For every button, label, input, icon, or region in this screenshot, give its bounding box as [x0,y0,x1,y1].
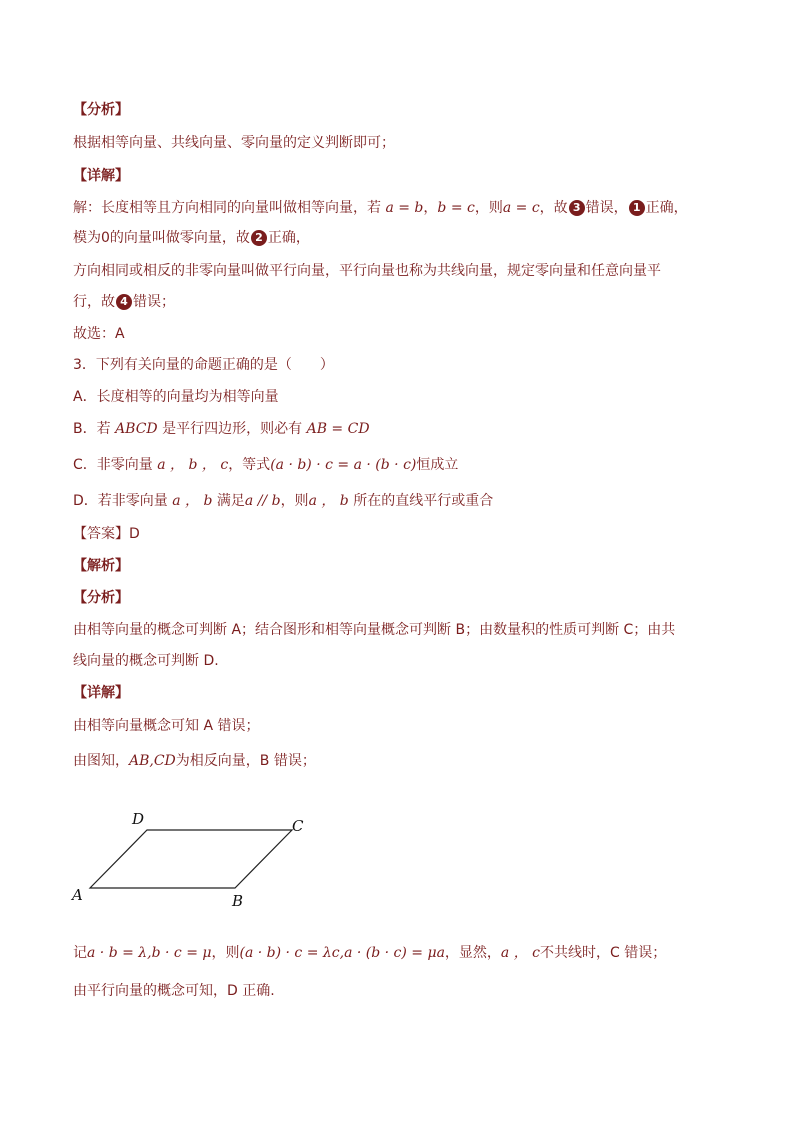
text: ，显然， [444,945,501,961]
text: C．非零向量 [73,457,158,473]
math-expr: b = c [437,200,475,216]
text: 解：长度相等且方向相同的向量叫做相等向量，若 [73,200,386,216]
math-expr: a ， b [172,493,213,509]
text: 的向量叫做零向量，故 [109,230,250,246]
detail-heading: 【详解】 [73,168,129,184]
math-expr: (a · b) · c = a · (b · c) [270,457,417,473]
circled-number: 3 [569,200,585,216]
math-expr: (a · b) · c = λc,a · (b · c) = μa [239,945,445,961]
text: 行，故 [73,294,115,310]
analysis-heading-2: 【分析】 [73,590,129,606]
math-expr: a = c [502,200,540,216]
option-d [73,491,493,511]
analysis-heading: 【分析】 [73,102,129,118]
text: 错误； [133,294,175,310]
detail-line-2 [73,228,310,248]
text: 由图知， [73,753,129,769]
math-expr: a · b = λ,b · c = μ [87,945,212,961]
analysis-line-1: 由相等向量的概念可判断 A；结合图形和相等向量概念可判断 B；由数量积的性质可判断 C；由共 [73,622,676,638]
circled-number: 2 [251,230,267,246]
detail-line-4 [73,292,175,312]
vertex-label-c: C [292,817,304,835]
text: 恒成立 [416,457,459,473]
math-expr: a ， b ， c [157,457,229,473]
text: B．若 [73,421,116,437]
circled-number: 1 [629,200,645,216]
detail-line-d: 由平行向量的概念可知，D 正确. [73,983,275,999]
math-expr: a ， b [308,493,349,509]
circled-number: 4 [116,294,132,310]
choice-text: 故选：A [73,326,125,342]
text: 错误， [585,200,628,216]
detail-line-c [73,943,666,963]
text: ，故 [539,200,568,216]
parallelogram-figure [60,800,350,915]
text: ，则 [280,493,309,509]
text: 正确， [267,230,310,246]
text: 满足 [212,493,245,509]
text: ， [423,200,438,216]
text: 模为 [73,230,101,246]
text: 记 [73,945,87,961]
text: ，等式 [228,457,271,473]
text: ，则 [474,200,503,216]
option-b [73,419,370,439]
text: ，则 [211,945,240,961]
math-expr: AB,CD [129,753,176,769]
text: 不共线时，C 错误； [540,945,667,961]
vertex-label-a: A [72,886,83,904]
answer-text: 【答案】D [73,526,140,542]
detail-heading-2: 【详解】 [73,685,129,701]
text: 为相反向量，B 错误； [175,753,316,769]
analysis-line-2: 线向量的概念可判断 D. [73,653,219,669]
math-expr: a // b [244,493,281,509]
solution-heading: 【解析】 [73,558,129,574]
option-a: A．长度相等的向量均为相等向量 [73,389,279,405]
math-expr: ABCD [115,421,158,437]
parallelogram-shape [90,830,292,888]
math-expr: AB = CD [306,421,370,437]
math-expr: a ， c [500,945,541,961]
detail-line-a: 由相等向量概念可知 A 错误； [73,718,260,734]
text: D．若非零向量 [73,493,173,509]
vertex-label-b: B [232,892,244,910]
detail-line-3: 方向相同或相反的非零向量叫做平行向量，平行向量也称为共线向量，规定零向量和任意向量平 [73,263,661,279]
text: 正确， [645,200,688,216]
text: 0 [101,230,110,246]
detail-line-b [73,751,316,771]
detail-line-1 [73,198,688,218]
text: 所在的直线平行或重合 [348,493,494,509]
vertex-label-d: D [132,810,145,828]
math-expr: a = b [385,200,424,216]
question-stem: 3．下列有关向量的命题正确的是（ ） [73,357,334,373]
analysis-text: 根据相等向量、共线向量、零向量的定义判断即可； [73,135,395,151]
option-c [73,455,458,475]
text: 是平行四边形，则必有 [157,421,307,437]
